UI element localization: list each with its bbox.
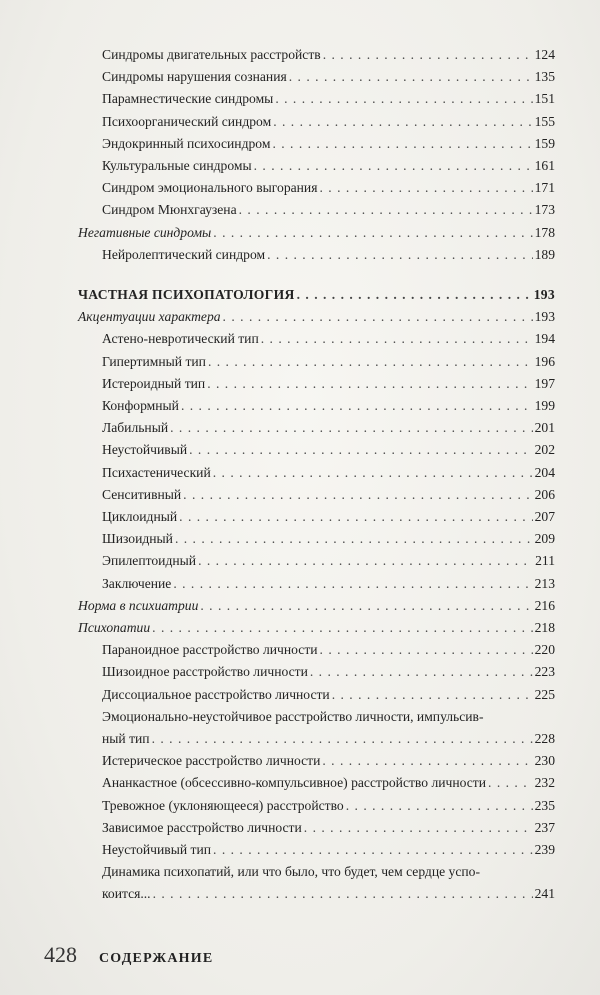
- page-footer: [44, 942, 213, 968]
- toc-entry-label: Шизоидное расстройство личности: [102, 664, 308, 680]
- toc-page-number: 159: [534, 135, 555, 151]
- toc-page-number: 216: [534, 597, 555, 613]
- dot-leader: [346, 798, 533, 814]
- toc-page-number: 189: [534, 246, 555, 262]
- toc-page-number: 241: [534, 886, 555, 902]
- dot-leader: [272, 136, 532, 152]
- toc-entry-label: Синдром Мюнхгаузена: [102, 202, 237, 218]
- toc-entry-label: Ананкастное (обсессивно-компульсивное) расстройство личности: [102, 775, 487, 791]
- dot-leader: [304, 820, 533, 836]
- toc-page-number: 202: [534, 442, 555, 458]
- dot-leader: [152, 620, 532, 636]
- toc-entry-label: Неустойчивый: [102, 442, 188, 458]
- toc-entry-label: Культуральные синдромы: [102, 158, 252, 173]
- toc-page-number: 211: [535, 553, 555, 569]
- toc-entry-label: Психоорганический синдром: [102, 113, 272, 129]
- toc-page-number: 220: [534, 642, 555, 658]
- toc-page-number: 161: [534, 158, 555, 173]
- toc-entry-label: Гипертимный тип: [102, 353, 206, 369]
- dot-leader: [189, 442, 532, 458]
- toc-page-number: 206: [534, 486, 555, 502]
- toc-page-number: 239: [534, 842, 555, 857]
- dot-leader: [183, 487, 532, 503]
- dot-leader: [273, 114, 532, 130]
- toc-entry-label: Нейролептический синдром: [102, 246, 266, 262]
- dot-leader: [254, 158, 533, 174]
- dot-leader: [332, 687, 533, 703]
- dot-leader: [261, 331, 533, 347]
- toc-page-number: 218: [534, 620, 555, 635]
- toc-page-number: 235: [534, 797, 555, 813]
- toc-entry-label: Неустойчивый тип: [102, 842, 212, 857]
- toc-entry-label: Сенситивный: [102, 486, 182, 502]
- dot-leader: [213, 842, 533, 858]
- dot-leader: [320, 642, 533, 658]
- dot-leader: [239, 202, 533, 218]
- toc-page-number: 194: [534, 331, 555, 347]
- toc-page-number: 178: [534, 224, 555, 240]
- dot-leader: [173, 576, 532, 592]
- toc-page-number: 213: [534, 575, 555, 591]
- toc-page-number: 230: [534, 753, 555, 769]
- toc-page-number: 225: [534, 686, 555, 702]
- toc-entry-label: Негативные синдромы: [78, 224, 212, 240]
- toc-page-number: 135: [534, 69, 555, 85]
- dot-leader: [319, 180, 532, 196]
- toc-entry-label: Зависимое расстройство личности: [102, 819, 302, 835]
- dot-leader: [207, 376, 532, 392]
- toc-page-number: 124: [534, 47, 555, 62]
- toc-entry-label: ЧАСТНАЯ ПСИХОПАТОЛОГИЯ: [78, 287, 295, 302]
- toc-page-number: 228: [534, 731, 555, 746]
- dot-leader: [208, 354, 533, 370]
- toc-entry-label: Синдром эмоционального выгорания: [102, 180, 318, 196]
- toc-page-number: 199: [534, 398, 555, 413]
- dot-leader: [488, 775, 533, 791]
- toc-entry-label: Психастенический: [102, 464, 211, 480]
- dot-leader: [323, 47, 533, 63]
- toc-entry-label: Лабильный: [102, 420, 169, 436]
- dot-leader: [200, 598, 532, 614]
- toc-page-number: 196: [534, 353, 555, 369]
- toc-entry-label: Синдромы нарушения сознания: [102, 69, 287, 85]
- toc-page-number: 171: [534, 180, 555, 196]
- toc-page-number: 151: [534, 91, 555, 107]
- toc-entry-label: Диссоциальное расстройство личности: [102, 686, 330, 702]
- toc-page-number: 237: [534, 819, 555, 835]
- toc-entry-label: Эндокринный психосиндром: [102, 135, 271, 151]
- toc-entry-label: Тревожное (уклоняющееся) расстройство: [102, 797, 344, 813]
- toc-entry-label: Эпилептоидный: [102, 553, 197, 569]
- toc-entry-label-continued: ный тип: [102, 731, 150, 746]
- toc-entry-label: Шизоидный: [102, 531, 173, 547]
- toc-entry-label: Параноидное расстройство личности: [102, 642, 318, 658]
- page-number: 428: [44, 942, 77, 967]
- toc-entry-label: Эмоционально-неустойчивое расстройство личности, импульсив-: [102, 708, 484, 724]
- toc-page-number: 204: [534, 464, 555, 480]
- toc-entry-label: Синдромы двигательных расстройств: [102, 47, 321, 62]
- running-title: СОДЕРЖАНИЕ: [99, 951, 214, 966]
- dot-leader: [213, 225, 532, 241]
- toc-entry-label: Акцентуации характера: [78, 309, 221, 325]
- toc-page-number: 223: [534, 664, 555, 680]
- toc-entry-label: Парамнестические синдромы: [102, 91, 274, 107]
- toc-entry-label: Астено-невротический тип: [102, 331, 259, 347]
- dot-leader: [275, 91, 532, 107]
- dot-leader: [297, 287, 532, 303]
- dot-leader: [322, 753, 532, 769]
- toc-page-number: 201: [534, 420, 555, 436]
- dot-leader: [170, 420, 532, 436]
- dot-leader: [213, 465, 533, 481]
- toc-entry-label: Циклоидный: [102, 509, 178, 524]
- toc-entry-label: Заключение: [102, 575, 172, 591]
- toc-page-number: 197: [534, 375, 555, 391]
- toc-page-number: 173: [534, 202, 555, 218]
- dot-leader: [175, 531, 533, 547]
- dot-leader: [181, 398, 533, 414]
- dot-leader: [153, 886, 533, 902]
- toc-page-number: 209: [534, 531, 555, 547]
- toc-entry-label: Психопатии: [78, 620, 151, 635]
- dot-leader: [310, 664, 533, 680]
- toc-page-number: 207: [534, 509, 555, 524]
- dot-leader: [152, 731, 533, 747]
- toc-entry-label: Динамика психопатий, или что было, что будет, чем сердце успо-: [102, 864, 480, 880]
- toc-entry-label: Истероидный тип: [102, 375, 206, 391]
- dot-leader: [267, 247, 533, 263]
- toc-page-number: 193: [534, 309, 555, 325]
- toc-entry-label-continued: коится...: [102, 886, 151, 902]
- toc-page-number: 155: [534, 113, 555, 129]
- dot-leader: [198, 553, 533, 569]
- toc-entry-label: Истерическое расстройство личности: [102, 753, 321, 769]
- dot-leader: [289, 69, 533, 85]
- toc-entry-label: Конформный: [102, 398, 179, 413]
- toc-page-number: 193: [533, 287, 555, 302]
- toc-page-number: 232: [534, 775, 555, 791]
- dot-leader: [179, 509, 532, 525]
- dot-leader: [223, 309, 533, 325]
- toc-entry-label: Норма в психиатрии: [78, 597, 199, 613]
